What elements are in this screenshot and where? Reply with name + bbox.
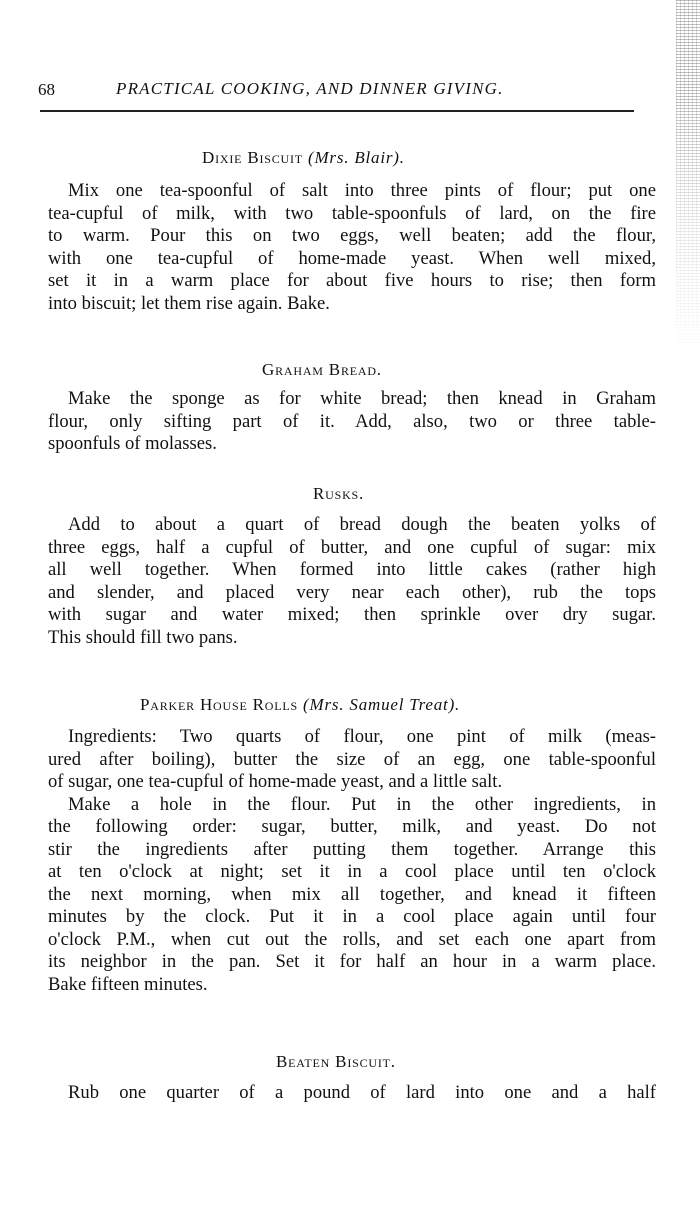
header-rule bbox=[40, 110, 634, 112]
text-line: the following order: sugar, butter, milk, and yeast. Do not bbox=[48, 816, 656, 837]
section-title-dixie-biscuit bbox=[202, 148, 405, 168]
text-line: Mix one tea-spoonful of salt into three pints of flour; put one bbox=[68, 180, 656, 201]
text-line: and slender, and placed very near each other), rub the tops bbox=[48, 581, 656, 603]
page-header bbox=[38, 76, 638, 104]
text-line: at ten o'clock at night; set it in a cool place until ten o'clock bbox=[48, 861, 656, 882]
page-number: 68 bbox=[38, 80, 55, 99]
recipe-body-dixie-biscuit bbox=[48, 180, 656, 315]
section-title-graham-bread bbox=[262, 360, 382, 380]
recipe-title: Graham Bread. bbox=[262, 360, 382, 379]
page-edge-texture bbox=[676, 0, 700, 360]
text-line: Make a hole in the flour. Put in the other ingredients, in bbox=[68, 793, 656, 815]
recipe-title: Rusks. bbox=[313, 484, 365, 503]
text-line: Add to about a quart of bread dough the beaten yolks of bbox=[68, 514, 656, 535]
text-line: This should fill two pans. bbox=[48, 626, 238, 648]
text-line: the next morning, when mix all together, and knead it fifteen bbox=[48, 883, 656, 905]
text-line: minutes by the clock. Put it in a cool place again until four bbox=[48, 906, 656, 927]
recipe-author: (Mrs. Samuel Treat). bbox=[303, 695, 461, 714]
text-line: with sugar and water mixed; then sprinkle over dry sugar. bbox=[48, 604, 656, 625]
text-line: into biscuit; let them rise again. Bake. bbox=[48, 292, 330, 314]
section-title-parker-house-rolls bbox=[140, 695, 460, 715]
text-line: Rub one quarter of a pound of lard into one and a half bbox=[68, 1082, 656, 1103]
recipe-title: Dixie Biscuit bbox=[202, 148, 303, 167]
text-line: three eggs, half a cupful of butter, and one cupful of sugar: mix bbox=[48, 536, 656, 558]
text-line: of sugar, one tea-cupful of home-made yeast, and a little salt. bbox=[48, 771, 503, 792]
recipe-body-graham-bread bbox=[48, 388, 656, 456]
text-line: flour, only sifting part of it. Add, also, two or three table- bbox=[48, 410, 656, 432]
text-line: Ingredients: Two quarts of flour, one pint of milk (meas- bbox=[68, 726, 656, 747]
text-line: its neighbor in the pan. Set it for half an hour in a warm place. bbox=[48, 951, 656, 972]
text-line: all well together. When formed into little cakes (rather high bbox=[48, 559, 656, 580]
text-line: tea-cupful of milk, with two table-spoonfuls of lard, on the fire bbox=[48, 202, 656, 224]
recipe-body-beaten-biscuit bbox=[48, 1082, 656, 1105]
text-line: stir the ingredients after putting them together. Arrange this bbox=[48, 838, 656, 860]
text-line: o'clock P.M., when cut out the rolls, and set each one apart from bbox=[48, 928, 656, 950]
text-line: spoonfuls of molasses. bbox=[48, 433, 217, 454]
section-title-rusks bbox=[313, 484, 364, 504]
text-line: Make the sponge as for white bread; then knead in Graham bbox=[68, 388, 656, 409]
text-line: Bake fifteen minutes. bbox=[48, 973, 208, 995]
text-line: to warm. Pour this on two eggs, well beaten; add the flour, bbox=[48, 225, 656, 246]
running-title: PRACTICAL COOKING, AND DINNER GIVING. bbox=[116, 79, 504, 98]
recipe-title: Parker House Rolls bbox=[140, 695, 298, 714]
text-line: set it in a warm place for about five hours to rise; then form bbox=[48, 270, 656, 291]
section-title-beaten-biscuit bbox=[276, 1052, 396, 1072]
text-line: with one tea-cupful of home-made yeast. When well mixed, bbox=[48, 247, 656, 269]
recipe-title: Beaten Biscuit. bbox=[276, 1052, 396, 1071]
recipe-author: (Mrs. Blair). bbox=[307, 148, 405, 167]
recipe-body-rusks bbox=[48, 514, 656, 649]
text-line: ured after boiling), butter the size of an egg, one table-spoonful bbox=[48, 748, 656, 770]
recipe-body-parker-house-rolls bbox=[48, 726, 656, 996]
